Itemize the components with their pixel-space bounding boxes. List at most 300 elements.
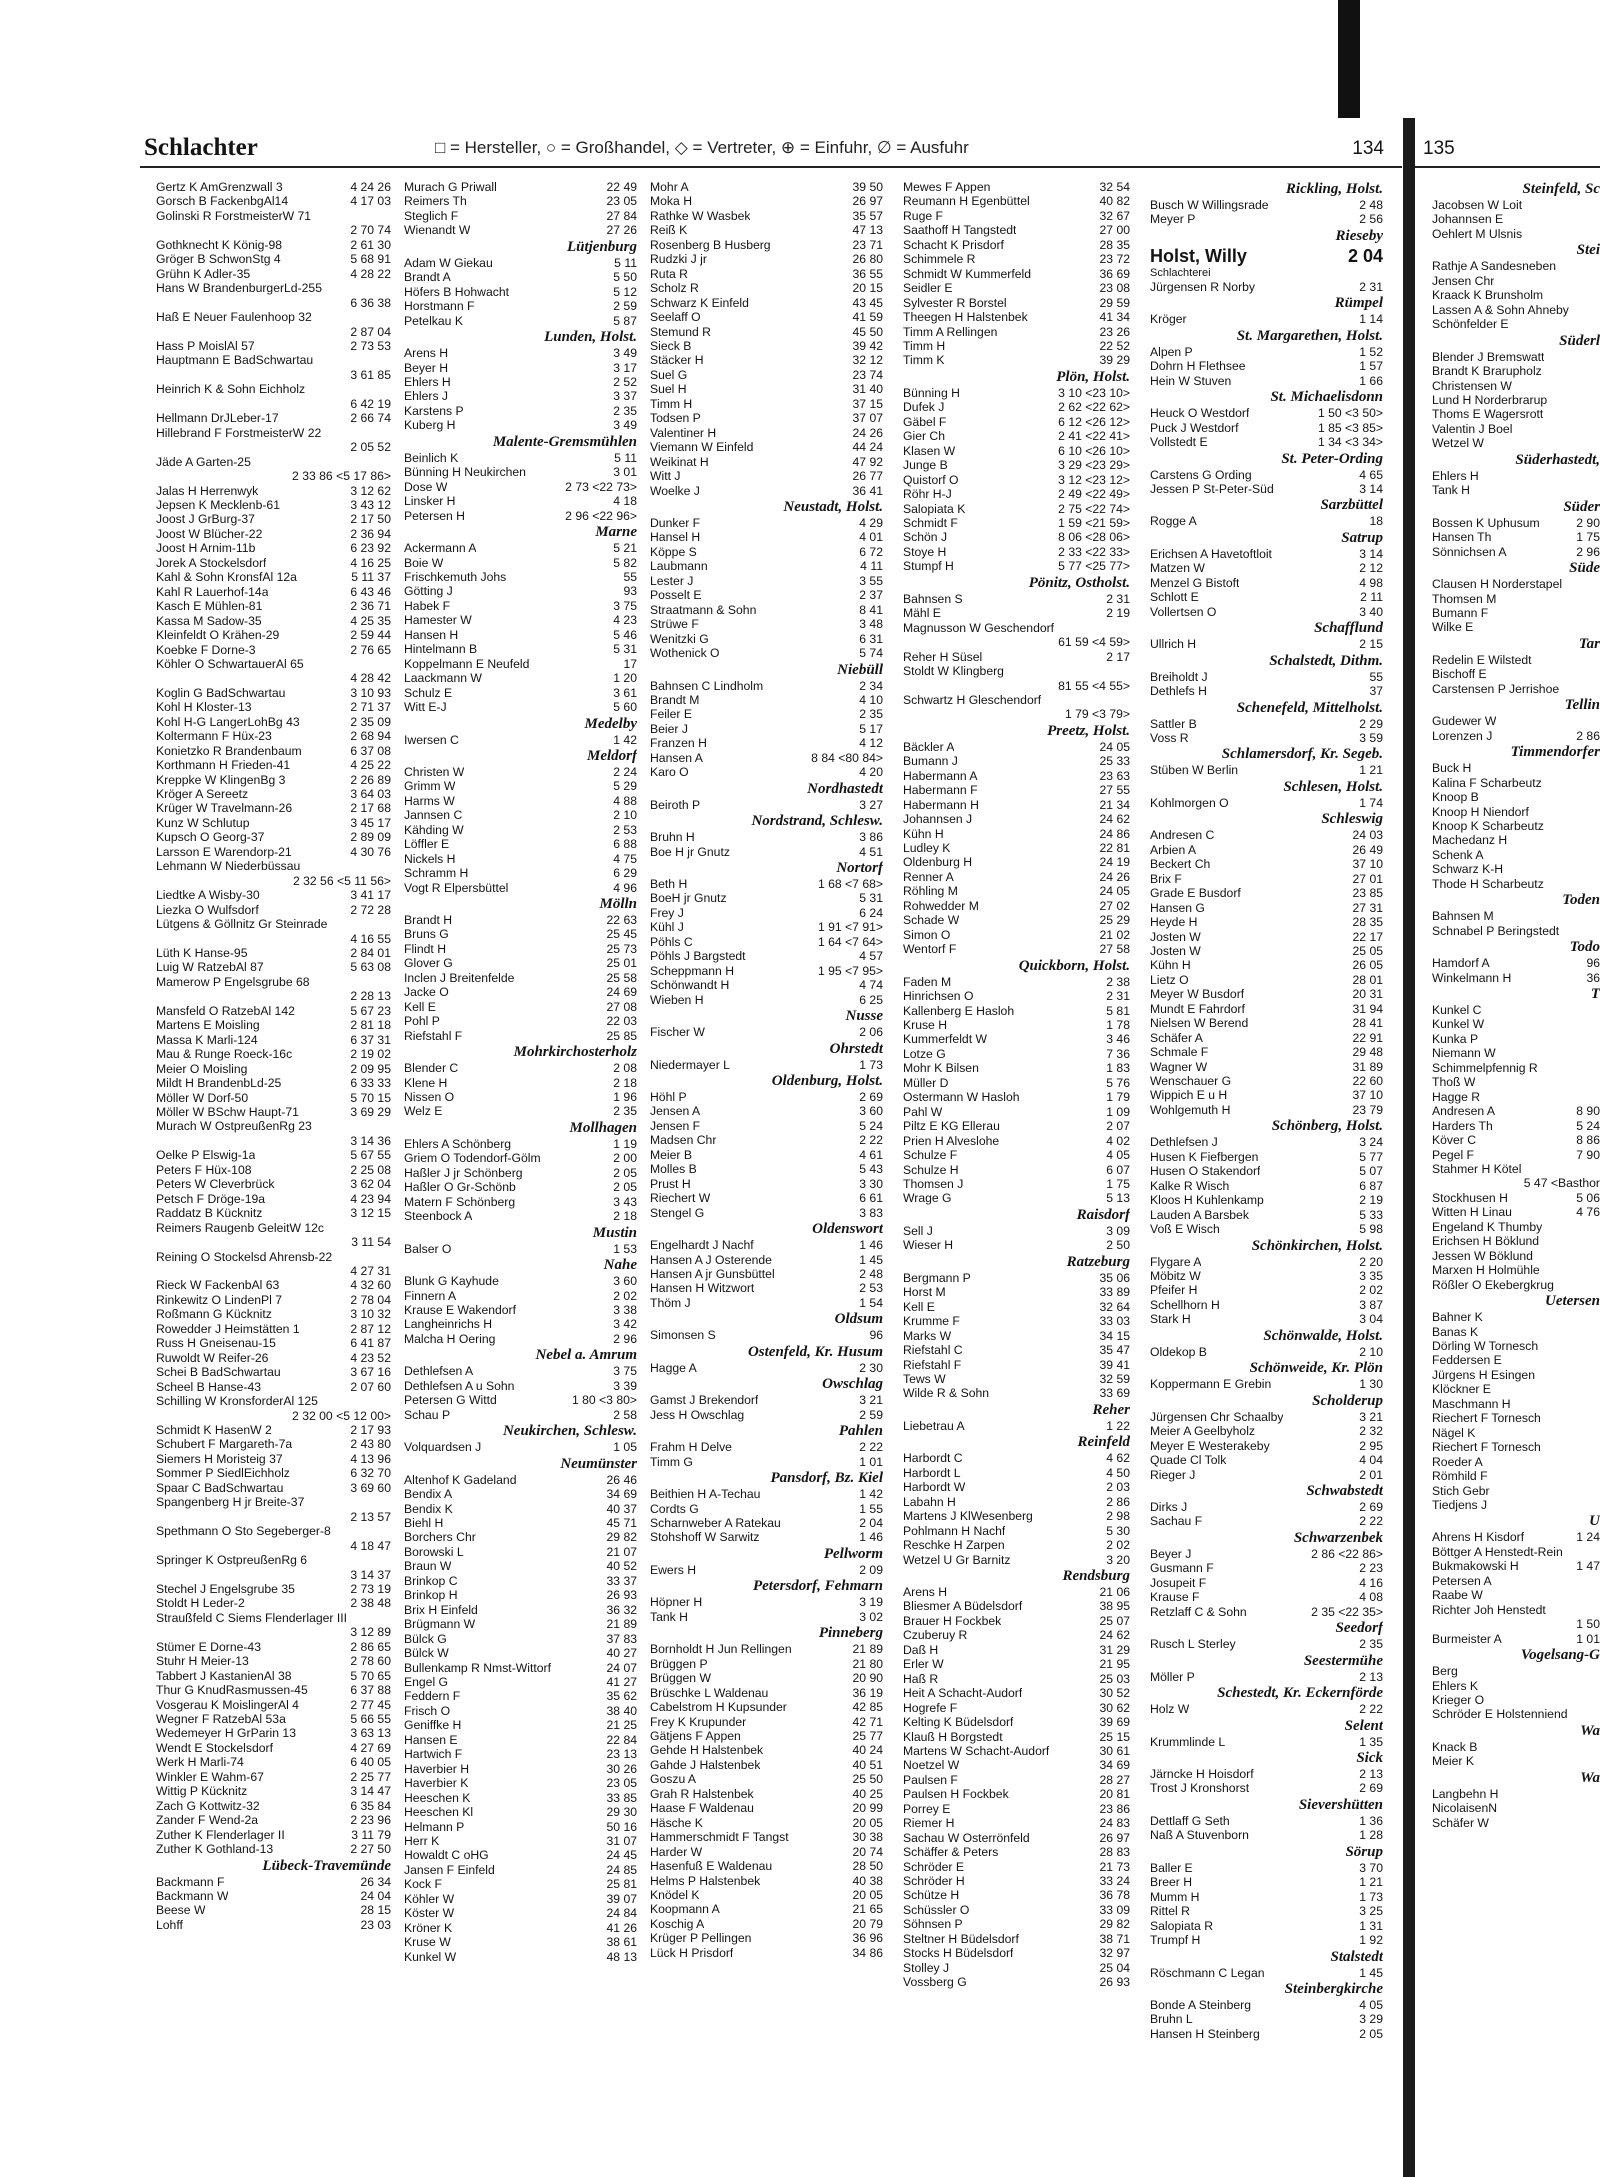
entry-name: Hans W BrandenburgerLd-255 [156,281,322,296]
entry-phone: 5 68 91 [350,252,391,267]
entry-name: Jensen F [650,1118,701,1133]
directory-entry [650,1787,883,1801]
directory-entry [404,1379,637,1393]
entry-name: Köster W [404,1906,455,1921]
entry-phone: 2 19 [1106,606,1130,621]
entry-name: Bullenkamp R Nmst-Wittorf [404,1660,551,1675]
entry-name: Krumme F [903,1314,960,1329]
entry-phone: 3 02 [859,1609,883,1624]
entry-name: Beese W [156,1903,206,1918]
entry-phone: 26 97 [1099,1830,1130,1845]
entry-phone: 4 30 76 [350,844,391,859]
entry-name: Höpner H [650,1595,703,1610]
directory-entry [650,736,883,750]
directory-entry [650,765,883,779]
entry-name: Brinkop C [404,1573,458,1588]
entry-name: Gröger B SchwonStg 4 [156,252,281,267]
entry-phone: 55 [1369,669,1383,684]
directory-entry [156,1875,391,1889]
entry-name: Schulze F [903,1148,958,1163]
directory-entry [650,722,883,736]
directory-entry [650,646,883,660]
entry-phone: 26 46 [606,1472,637,1487]
entry-phone: 5 66 55 [350,1712,391,1727]
entry-phone: 28 27 [1099,1772,1130,1787]
entry-name: Joost J GrBurg-37 [156,512,255,527]
entry-name: Gamst J Brekendorf [650,1393,759,1408]
directory-entry [156,368,391,382]
directory-entry [404,1820,637,1834]
entry-phone: 25 07 [1099,1613,1130,1628]
entry-phone: 34 69 [606,1487,637,1502]
entry-name: Hansen A J Osterende [650,1252,772,1267]
entry-phone: 1 50 <3 50> [1317,406,1383,421]
entry-name: Hamdorf A [1432,956,1490,971]
entry-name: Schellhorn H [1150,1297,1220,1312]
directory-entry [1432,1545,1600,1559]
directory-entry [903,1047,1130,1061]
directory-entry [1432,714,1600,728]
entry-phone: 1 01 [859,1454,883,1469]
entry-phone: 3 67 16 [350,1365,391,1380]
place-heading: Sick [1356,1749,1383,1766]
directory-entry [404,1487,637,1501]
entry-phone: 2 31 [1106,591,1130,606]
entry-phone: 36 32 [606,1602,637,1617]
directory-entry [156,1351,391,1365]
entry-name: Kunkel W [1432,1017,1485,1032]
directory-entry [404,1892,637,1906]
directory-entry [1150,637,1383,651]
entry-name: Lotze G [903,1046,946,1061]
entry-phone: 3 87 [1359,1297,1383,1312]
entry-phone: 2 31 [1106,989,1130,1004]
directory-entry [404,1242,637,1256]
directory-entry [903,621,1130,635]
entry-name: Rowedder J Heimstätten 1 [156,1321,300,1336]
entry-phone: 3 04 [1359,1312,1383,1327]
entry-phone: 2 78 04 [350,1292,391,1307]
entry-name: Reimers Th [404,194,467,209]
entry-name: Jacke O [404,985,449,1000]
directory-entry [903,928,1130,942]
directory-entry [1150,1735,1383,1749]
entry-phone: 4 16 25 [350,555,391,570]
entry-name: Hansen H [404,627,459,642]
entry-name: Magnusson W Geschendorf [903,620,1055,635]
entry-phone: 21 95 [1099,1657,1130,1672]
directory-entry [404,642,637,656]
entry-name: Lietz O [1150,972,1189,987]
directory-entry [404,451,637,465]
place-heading: Schlesen, Holst. [1283,778,1383,795]
entry-name: Scholz R [650,281,699,296]
entry-phone: 4 65 [1359,467,1383,482]
entry-name: Gertz K AmGrenzwall 3 [156,180,283,194]
directory-entry [404,361,637,375]
directory-entry [650,180,883,194]
directory-entry [156,628,391,642]
directory-entry [404,1834,637,1848]
directory-entry [903,635,1130,649]
directory-entry [156,859,391,873]
entry-phone: 28 01 [1352,972,1383,987]
directory-entry [903,502,1130,516]
entry-phone: 1 83 [1106,1061,1130,1076]
directory-entry [1432,516,1600,530]
entry-phone: 2 09 [859,1562,883,1577]
entry-phone: 24 62 [1099,1628,1130,1643]
entry-name: Cordts G [650,1501,699,1516]
entry-name: Jansen F Einfeld [404,1862,495,1877]
directory-entry [1150,1828,1383,1842]
entry-phone: 23 03 [360,1917,391,1932]
entry-name: Hansen A [650,750,703,765]
directory-entry [1150,731,1383,745]
entry-phone: 5 67 23 [350,1003,391,1018]
entry-name: Brauer H Fockbek [903,1613,1002,1628]
directory-entry [650,1715,883,1729]
place-heading: Marne [595,524,637,541]
entry-name: Stocks H Büdelsdorf [903,1946,1014,1961]
directory-entry [650,1874,883,1888]
directory-entry [650,1917,883,1931]
directory-entry [1150,1222,1383,1236]
entry-name: Rudzki J jr [650,252,707,267]
entry-phone: 2 19 [1359,1193,1383,1208]
directory-entry [903,1715,1130,1729]
directory-entry [903,841,1130,855]
entry-phone: 20 31 [1352,987,1383,1002]
directory-entry [404,1137,637,1151]
entry-phone: 2 34 [859,678,883,693]
entry-name: Kühn H [1150,958,1191,973]
entry-phone: 5 70 65 [350,1668,391,1683]
entry-phone: 3 38 [613,1303,637,1317]
place-heading: Neukirchen, Schlesw. [502,1423,637,1440]
entry-phone: 1 36 [1359,1813,1383,1828]
entry-name: Heinrich K & Sohn Eichholz [156,382,306,397]
entry-phone [1127,664,1130,678]
entry-name: Wagner W [1150,1059,1208,1074]
entry-name: Vossberg G [903,1975,967,1990]
directory-entry [1150,857,1383,871]
entry-phone: 7 36 [1106,1046,1130,1061]
entry-name: Breer H [1150,1875,1192,1890]
directory-entry [404,671,637,685]
entry-phone: 2 05 [1359,2026,1383,2041]
directory-entry [903,194,1130,208]
entry-phone: 1 28 [1359,1828,1383,1843]
entry-name: Matzen W [1150,561,1205,576]
entry-name: Pfeifer H [1150,1283,1198,1298]
entry-name: Trumpf H [1150,1933,1201,1948]
directory-entry [404,733,637,747]
directory-entry [404,1061,637,1075]
directory-entry [156,1307,391,1321]
entry-phone: 3 59 [1359,730,1383,745]
entry-name: Wenitzki G [650,631,709,646]
directory-entry [1150,1453,1383,1467]
entry-name: Vosgerau K MoislingerAl 4 [156,1697,299,1712]
directory-entry [1432,1104,1600,1118]
entry-name: Brüggen P [650,1656,708,1671]
entry-phone: 2 48 [1359,198,1383,212]
entry-name: Wohlgemuth H [1150,1102,1231,1117]
entry-phone: 22 49 [606,180,637,194]
entry-phone: 23 26 [1099,324,1130,339]
entry-name: Jäde A Garten-25 [156,454,251,469]
entry-phone: 22 91 [1352,1030,1383,1045]
entry-name: Beyer J [1150,1546,1192,1561]
directory-entry [903,1744,1130,1758]
entry-phone: 2 96 <22 96> [565,508,637,523]
directory-entry [650,1104,883,1118]
place-heading: Reinfeld [1077,1434,1130,1451]
directory-entry [404,852,637,866]
entry-phone: 8 06 <28 06> [1058,530,1130,545]
directory-entry [1432,1754,1600,1768]
entry-name: Clausen H Norderstapel [1432,577,1563,592]
entry-name: Balser O [404,1241,452,1256]
entry-name: Theegen H Halstenbek [903,310,1028,325]
entry-phone: 1 34 <3 34> [1317,435,1383,450]
entry-phone: 24 19 [1099,855,1130,870]
directory-entry [650,1206,883,1220]
entry-name: Schramm H [404,866,469,881]
directory-entry [404,480,637,494]
entry-phone: 6 37 08 [350,743,391,758]
entry-phone: 32 12 [852,353,883,368]
directory-entry [1150,1933,1383,1947]
entry-phone: 4 18 47 [350,1538,391,1553]
entry-phone: 7 90 [1576,1147,1600,1162]
directory-entry [404,1776,637,1790]
entry-phone: 35 06 [1099,1270,1130,1285]
entry-name: Beckert Ch [1150,857,1211,872]
entry-phone: 5 63 08 [350,960,391,975]
entry-phone: 2 87 12 [350,1321,391,1336]
entry-phone: 22 52 [1099,338,1130,353]
entry-phone: 4 88 [613,793,637,808]
entry-name: Harbordt L [903,1465,961,1480]
entry-name: Dethlefsen A u Sohn [404,1378,515,1393]
directory-entry [404,1935,637,1949]
entry-name: Jalas H Herrenwyk [156,483,259,498]
entry-name: Reining O Stockelsd Ahrensb-22 [156,1249,333,1264]
listing-column-6 [1432,180,1600,2175]
entry-name: Köppe S [650,544,697,559]
directory-entry [1150,1875,1383,1889]
place-heading: Nordhastedt [807,780,883,797]
entry-name: Prust H [650,1176,691,1191]
entry-phone: 2 41 <22 41> [1058,429,1130,444]
entry-phone: 6 07 [1106,1162,1130,1177]
directory-entry [650,1610,883,1624]
entry-phone: 2 68 94 [350,729,391,744]
directory-entry [156,440,391,454]
entry-name: Heit A Schacht-Audorf [903,1686,1023,1701]
entry-phone: 28 35 [1099,237,1130,252]
directory-entry [404,418,637,432]
entry-phone: 40 38 [852,1873,883,1888]
place-heading: Schlamersdorf, Kr. Segeb. [1221,746,1383,763]
entry-name: Johannsen E [1432,212,1504,227]
directory-entry [650,1361,883,1375]
entry-name: Gäbel F [903,414,947,429]
directory-entry [156,527,391,541]
entry-phone: 2 71 37 [350,700,391,715]
directory-entry [650,1177,883,1191]
entry-phone: 2 53 [859,1281,883,1296]
directory-entry [650,1267,883,1281]
entry-phone: 21 73 [1099,1859,1130,1874]
entry-name: Ahrens H Kisdorf [1432,1530,1525,1545]
directory-entry [650,1946,883,1960]
entry-name: Frey J [650,905,684,920]
entry-name: Harders Th [1432,1118,1493,1133]
entry-name: Schröder H [903,1874,965,1889]
entry-phone: 1 79 <3 79> [1064,707,1130,722]
directory-entry [903,386,1130,400]
directory-entry [404,1704,637,1718]
entry-phone: 24 69 [606,985,637,1000]
entry-phone: 4 32 60 [350,1278,391,1293]
entry-name: Bahnsen C Lindholm [650,678,764,693]
directory-entry [903,1585,1130,1599]
directory-entry [156,1322,391,1336]
place-heading: T [1590,986,1600,1003]
entry-phone: 40 24 [852,1743,883,1758]
entry-name: Hasenfuß E Waldenau [650,1859,773,1874]
entry-phone: 2 22 [859,1133,883,1148]
entry-phone: 32 97 [1099,1946,1130,1961]
entry-phone: 2 11 [1360,590,1383,605]
directory-entry [650,1902,883,1916]
entry-phone: 1 75 [1576,530,1600,545]
directory-entry [1150,944,1383,958]
entry-phone: 1 74 [1359,795,1383,810]
entry-name: Rathke W Wasbek [650,208,751,223]
place-heading: Schenefeld, Mittelholst. [1236,699,1383,716]
entry-name: Bergmann P [903,1270,971,1285]
entry-phone: 33 69 [1099,1386,1130,1401]
page-header-left [140,132,1402,168]
entry-phone [388,1221,391,1235]
entry-name: Andresen A [1432,1104,1496,1119]
entry-phone: 2 66 74 [350,411,391,426]
entry-name: Hellmann DrJLeber-17 [156,411,279,426]
entry-phone: 5 11 [614,255,637,270]
directory-entry [1150,1377,1383,1391]
entry-name: Bliesmer A Büdelsdorf [903,1599,1023,1614]
directory-entry [404,1000,637,1014]
entry-phone: 5 07 [1359,1164,1383,1179]
place-heading: St. Michaelisdonn [1270,389,1383,406]
directory-entry [650,530,883,544]
directory-entry [156,715,391,729]
directory-entry [404,881,637,895]
directory-entry [156,1683,391,1697]
entry-phone: 6 23 92 [350,541,391,556]
entry-phone: 2 76 65 [350,642,391,657]
directory-entry [156,1278,391,1292]
directory-entry [156,353,391,367]
entry-name: Kummerfeldt W [903,1032,987,1047]
directory-entry [650,1516,883,1530]
directory-entry [903,1903,1130,1917]
directory-entry [903,296,1130,310]
entry-name: Gothknecht K König-98 [156,237,283,252]
place-heading: Toden [1562,892,1600,909]
entry-phone: 3 75 [613,598,637,613]
entry-phone: 33 89 [1099,1285,1130,1300]
entry-name: Klasen W [903,443,956,458]
entry-phone: 1 92 [1359,1933,1383,1948]
directory-entry [903,707,1130,721]
directory-entry [1150,406,1383,420]
entry-phone: 2 30 [859,1360,883,1375]
entry-name: Engelhardt J Nachf [650,1238,754,1253]
entry-name: Faden M [903,974,952,989]
directory-entry [903,1358,1130,1372]
entry-name: Murach W OstpreußenRg 23 [156,1119,312,1134]
entry-name: Schmidt W Kummerfeld [903,266,1031,281]
entry-phone: 2 69 [1359,1500,1383,1514]
directory-entry [404,1502,637,1516]
directory-entry [404,556,637,570]
entry-phone: 3 12 15 [350,1206,391,1221]
entry-phone: 3 63 13 [350,1726,391,1741]
directory-entry [156,932,391,946]
entry-phone: 2 90 [1576,515,1600,530]
directory-entry [903,209,1130,223]
directory-entry [404,1014,637,1028]
directory-entry [650,1563,883,1577]
entry-name: Schön J [903,530,948,545]
entry-phone: 1 66 [1359,373,1383,388]
directory-entry [404,1574,637,1588]
directory-entry [404,1076,637,1090]
directory-entry [1150,212,1383,226]
entry-name: Hansen H Witzwort [650,1281,755,1296]
entry-name: Kleinfeldt O Krähen-29 [156,628,280,643]
directory-entry [156,773,391,787]
entry-phone: 3 60 [859,1104,883,1119]
entry-phone: 2 96 [1576,544,1600,559]
entry-phone: 20 15 [852,281,883,296]
directory-entry [1432,877,1600,891]
entry-phone: 1 95 <7 95> [817,963,883,978]
entry-phone: 4 23 52 [350,1350,391,1365]
entry-name: Altenhof K Gadeland [404,1472,517,1487]
entry-phone: 3 01 [613,465,637,480]
entry-name: Timm H [903,338,946,353]
directory-entry [1150,1904,1383,1918]
entry-phone: 2 17 50 [350,512,391,527]
entry-phone: 25 03 [1099,1671,1130,1686]
entry-phone: 2 77 45 [350,1697,391,1712]
entry-phone: 24 05 [1099,884,1130,899]
directory-entry [404,956,637,970]
entry-phone: 5 30 [1106,1523,1130,1538]
directory-entry [903,487,1130,501]
entry-name: Liebetrau A [903,1418,965,1433]
entry-name: Klene H [404,1075,448,1090]
entry-phone: 2 02 [1106,1538,1130,1553]
directory-entry [650,1729,883,1743]
directory-entry [650,1502,883,1516]
